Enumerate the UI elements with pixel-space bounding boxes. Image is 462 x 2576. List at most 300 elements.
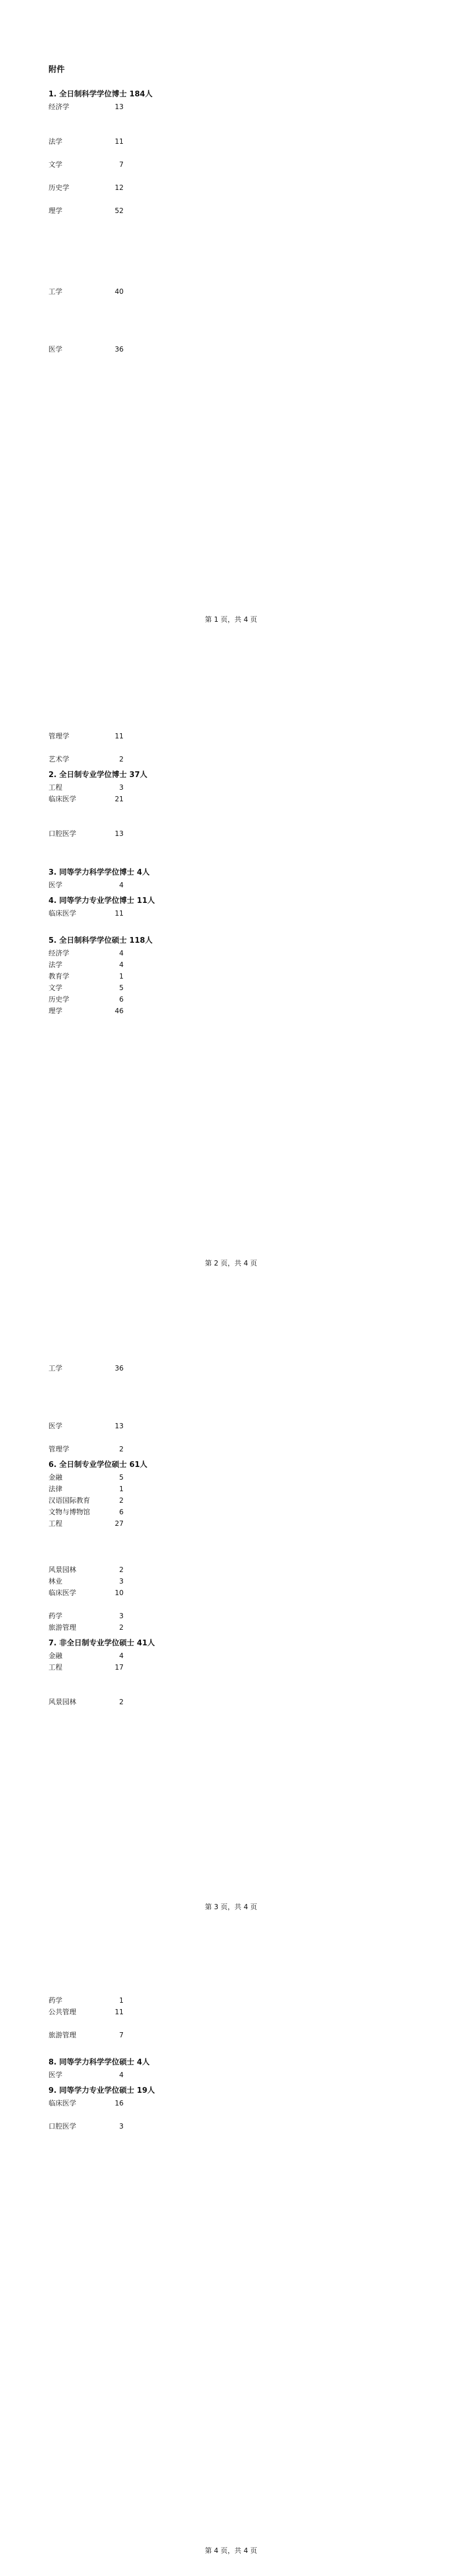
name-cell xyxy=(277,1610,314,1622)
name-cell xyxy=(133,1472,169,1483)
name-cell xyxy=(314,193,350,205)
name-cell xyxy=(314,947,350,959)
name-cell xyxy=(241,228,278,240)
name-cell xyxy=(133,805,169,816)
discipline-row xyxy=(49,1995,422,2006)
name-cell xyxy=(277,2041,314,2052)
name-cell xyxy=(205,851,241,863)
name-cell xyxy=(349,1696,386,1708)
name-cell xyxy=(133,1374,169,1386)
name-cell xyxy=(314,216,350,228)
name-cell xyxy=(241,297,278,309)
name-cell xyxy=(277,1443,314,1455)
name-cell xyxy=(169,344,206,355)
name-cell xyxy=(205,390,241,401)
name-cell xyxy=(277,1541,314,1552)
name-cell xyxy=(241,159,278,170)
name-cell xyxy=(169,879,206,891)
name-cell xyxy=(349,1351,386,1362)
name-cell xyxy=(205,2041,241,2052)
discipline-count: 5 xyxy=(119,984,124,992)
name-cell xyxy=(133,124,169,136)
name-cell xyxy=(205,193,241,205)
name-cell xyxy=(349,1576,386,1587)
name-cell xyxy=(241,1541,278,1552)
name-cell xyxy=(314,816,350,828)
name-cell xyxy=(241,805,278,816)
name-cell xyxy=(277,1662,314,1673)
name-cell xyxy=(314,390,350,401)
name-cell xyxy=(386,1409,422,1420)
name-cell xyxy=(133,851,169,863)
discipline-label: 口腔医学 xyxy=(49,830,77,838)
name-cell xyxy=(277,1472,314,1483)
name-cell xyxy=(169,1552,206,1564)
name-cell xyxy=(169,1443,206,1455)
discipline-row xyxy=(49,159,422,182)
name-cell xyxy=(277,707,314,719)
discipline-row xyxy=(49,959,422,970)
page-2 xyxy=(0,644,462,1287)
name-cell xyxy=(205,947,241,959)
name-cell xyxy=(169,1374,206,1386)
name-cell xyxy=(169,1351,206,1362)
name-cell xyxy=(169,839,206,851)
name-cell xyxy=(133,793,169,805)
discipline-row xyxy=(49,1362,422,1420)
name-cell xyxy=(205,240,241,251)
name-cell xyxy=(169,1397,206,1409)
name-cell xyxy=(241,124,278,136)
name-cell xyxy=(386,2097,422,2109)
discipline-row xyxy=(49,753,422,765)
name-cell xyxy=(133,782,169,793)
name-cell xyxy=(349,2018,386,2029)
name-cell xyxy=(386,2018,422,2029)
name-grid xyxy=(133,1351,422,1362)
name-cell xyxy=(314,1650,350,1662)
discipline-count: 4 xyxy=(119,881,124,889)
name-cell xyxy=(205,1541,241,1552)
name-cell xyxy=(386,263,422,274)
name-cell xyxy=(205,2029,241,2041)
discipline-count: 2 xyxy=(119,1698,124,1706)
name-cell xyxy=(349,320,386,332)
name-cell xyxy=(386,309,422,320)
name-cell xyxy=(241,2120,278,2132)
name-cell xyxy=(133,947,169,959)
name-cell xyxy=(349,1063,386,1074)
name-cell xyxy=(133,390,169,401)
discipline-row xyxy=(49,286,422,344)
name-cell xyxy=(169,947,206,959)
name-cell xyxy=(314,240,350,251)
name-cell xyxy=(349,851,386,863)
name-cell xyxy=(349,742,386,753)
name-cell xyxy=(277,805,314,816)
name-cell xyxy=(349,919,386,931)
name-cell xyxy=(169,851,206,863)
name-cell xyxy=(349,1028,386,1040)
discipline-label: 工学 xyxy=(49,1364,63,1372)
discipline-row xyxy=(49,136,422,159)
name-cell xyxy=(169,816,206,828)
name-cell xyxy=(277,205,314,216)
name-cell xyxy=(386,147,422,159)
name-cell xyxy=(349,707,386,719)
name-cell xyxy=(241,344,278,355)
name-cell xyxy=(386,970,422,982)
name-cell xyxy=(349,390,386,401)
name-cell xyxy=(349,182,386,193)
name-cell xyxy=(314,1696,350,1708)
name-cell xyxy=(277,1685,314,1696)
name-cell xyxy=(314,959,350,970)
name-cell xyxy=(314,707,350,719)
name-cell xyxy=(205,919,241,931)
discipline-row xyxy=(49,1576,422,1587)
name-cell xyxy=(349,2006,386,2018)
discipline-count: 4 xyxy=(119,1652,124,1660)
name-cell xyxy=(205,816,241,828)
name-cell xyxy=(386,367,422,378)
name-cell xyxy=(205,970,241,982)
name-cell xyxy=(133,879,169,891)
name-cell xyxy=(314,1005,350,1017)
name-cell xyxy=(133,1028,169,1040)
name-cell xyxy=(349,147,386,159)
name-cell xyxy=(133,228,169,240)
name-cell xyxy=(133,170,169,182)
name-grid xyxy=(133,753,422,765)
name-cell xyxy=(205,1564,241,1576)
name-cell xyxy=(386,1662,422,1673)
name-grid xyxy=(133,1362,422,1420)
name-cell xyxy=(349,730,386,742)
name-cell xyxy=(169,101,206,113)
name-cell xyxy=(169,1564,206,1576)
name-cell xyxy=(133,1495,169,1506)
name-cell xyxy=(205,1495,241,1506)
name-grid xyxy=(133,947,422,959)
name-cell xyxy=(314,1552,350,1564)
name-cell xyxy=(349,1995,386,2006)
name-cell xyxy=(349,216,386,228)
name-grid xyxy=(133,1495,422,1506)
name-cell xyxy=(241,2097,278,2109)
name-cell xyxy=(349,344,386,355)
name-cell xyxy=(386,1518,422,1529)
name-cell xyxy=(169,1409,206,1420)
discipline-count: 21 xyxy=(114,795,124,803)
name-cell xyxy=(169,1017,206,1028)
name-cell xyxy=(133,1587,169,1599)
name-cell xyxy=(386,719,422,730)
discipline-row xyxy=(49,879,422,891)
name-cell xyxy=(277,2006,314,2018)
name-cell xyxy=(386,1362,422,1374)
name-cell xyxy=(277,1552,314,1564)
name-cell xyxy=(133,367,169,378)
name-cell xyxy=(277,1564,314,1576)
name-cell xyxy=(386,919,422,931)
name-cell xyxy=(349,1443,386,1455)
name-cell xyxy=(241,1362,278,1374)
name-cell xyxy=(169,320,206,332)
name-cell xyxy=(133,136,169,147)
name-cell xyxy=(349,753,386,765)
name-cell xyxy=(314,782,350,793)
name-cell xyxy=(314,753,350,765)
name-cell xyxy=(314,274,350,286)
name-cell xyxy=(133,1576,169,1587)
name-cell xyxy=(386,805,422,816)
name-cell xyxy=(386,1351,422,1362)
name-cell xyxy=(277,851,314,863)
name-cell xyxy=(205,707,241,719)
name-cell xyxy=(241,1443,278,1455)
discipline-count: 46 xyxy=(114,1007,124,1015)
discipline-count: 3 xyxy=(119,783,124,792)
name-cell xyxy=(314,136,350,147)
name-cell xyxy=(314,170,350,182)
name-cell xyxy=(386,947,422,959)
name-cell xyxy=(277,719,314,730)
discipline-label: 医学 xyxy=(49,881,63,889)
name-grid xyxy=(133,159,422,182)
name-cell xyxy=(169,1432,206,1443)
name-cell xyxy=(241,994,278,1005)
name-cell xyxy=(314,919,350,931)
name-cell xyxy=(205,1017,241,1028)
name-cell xyxy=(205,730,241,742)
name-grid xyxy=(133,182,422,205)
name-cell xyxy=(133,1443,169,1455)
discipline-label: 历史学 xyxy=(49,184,70,192)
name-cell xyxy=(133,2069,169,2081)
name-cell xyxy=(169,707,206,719)
name-cell xyxy=(133,1518,169,1529)
name-cell xyxy=(133,2006,169,2018)
name-cell xyxy=(314,1495,350,1506)
name-cell xyxy=(205,1483,241,1495)
name-cell xyxy=(241,1610,278,1622)
name-cell xyxy=(169,1587,206,1599)
name-cell xyxy=(205,1432,241,1443)
name-cell xyxy=(349,378,386,390)
name-grid xyxy=(133,828,422,863)
name-cell xyxy=(314,1587,350,1599)
name-cell xyxy=(277,2029,314,2041)
name-cell xyxy=(169,1610,206,1622)
name-grid xyxy=(133,793,422,828)
name-cell xyxy=(169,205,206,216)
name-cell xyxy=(314,124,350,136)
name-cell xyxy=(133,742,169,753)
discipline-row xyxy=(49,1564,422,1576)
name-cell xyxy=(349,1017,386,1028)
name-cell xyxy=(386,1374,422,1386)
name-cell xyxy=(205,828,241,839)
name-cell xyxy=(133,753,169,765)
name-cell xyxy=(241,170,278,182)
name-cell xyxy=(205,1051,241,1063)
name-cell xyxy=(205,205,241,216)
name-cell xyxy=(349,1673,386,1685)
name-cell xyxy=(169,919,206,931)
discipline-row xyxy=(49,1472,422,1483)
name-cell xyxy=(205,309,241,320)
name-cell xyxy=(133,707,169,719)
name-cell xyxy=(205,2097,241,2109)
name-cell xyxy=(277,1622,314,1633)
discipline-row xyxy=(49,1495,422,1506)
name-cell xyxy=(169,719,206,730)
name-cell xyxy=(133,1386,169,1397)
name-cell xyxy=(386,879,422,891)
name-cell xyxy=(205,101,241,113)
name-cell xyxy=(169,805,206,816)
name-cell xyxy=(349,2097,386,2109)
name-cell xyxy=(386,828,422,839)
name-cell xyxy=(169,2109,206,2120)
discipline-row xyxy=(49,828,422,863)
name-cell xyxy=(349,205,386,216)
name-cell xyxy=(133,1995,169,2006)
name-cell xyxy=(314,1506,350,1518)
name-cell xyxy=(241,378,278,390)
name-cell xyxy=(386,1040,422,1051)
name-cell xyxy=(241,216,278,228)
name-cell xyxy=(349,1587,386,1599)
name-grid xyxy=(133,2120,422,2132)
name-cell xyxy=(241,1622,278,1633)
name-cell xyxy=(205,1409,241,1420)
name-cell xyxy=(205,1995,241,2006)
discipline-label: 工程 xyxy=(49,1663,63,1671)
section-heading: 4. 同等学力专业学位博士 11人 xyxy=(49,897,155,905)
name-cell xyxy=(314,228,350,240)
name-cell xyxy=(169,1005,206,1017)
name-cell xyxy=(205,839,241,851)
discipline-label: 临床医学 xyxy=(49,2099,77,2107)
name-cell xyxy=(205,805,241,816)
name-cell xyxy=(349,1622,386,1633)
discipline-label: 临床医学 xyxy=(49,1589,77,1597)
name-cell xyxy=(205,742,241,753)
discipline-label: 风景园林 xyxy=(49,1566,77,1574)
name-cell xyxy=(241,1397,278,1409)
name-cell xyxy=(277,959,314,970)
name-cell xyxy=(277,994,314,1005)
name-cell xyxy=(349,1432,386,1443)
name-cell xyxy=(241,2018,278,2029)
name-cell xyxy=(314,1518,350,1529)
name-cell xyxy=(169,2120,206,2132)
name-cell xyxy=(277,147,314,159)
name-cell xyxy=(133,994,169,1005)
name-cell xyxy=(205,170,241,182)
name-cell xyxy=(349,719,386,730)
name-cell xyxy=(277,344,314,355)
name-cell xyxy=(169,982,206,994)
discipline-row xyxy=(49,947,422,959)
name-cell xyxy=(241,101,278,113)
name-cell xyxy=(277,1374,314,1386)
discipline-row xyxy=(49,2029,422,2052)
discipline-row xyxy=(49,344,422,401)
name-cell xyxy=(386,1696,422,1708)
name-cell xyxy=(314,1599,350,1610)
discipline-count: 4 xyxy=(119,2071,124,2079)
discipline-row xyxy=(49,205,422,286)
name-cell xyxy=(241,707,278,719)
discipline-count: 13 xyxy=(114,830,124,838)
name-cell xyxy=(386,332,422,344)
name-cell xyxy=(205,1552,241,1564)
discipline-count: 3 xyxy=(119,1577,124,1585)
name-cell xyxy=(133,1685,169,1696)
name-grid xyxy=(133,707,422,730)
name-cell xyxy=(349,1040,386,1051)
name-cell xyxy=(277,320,314,332)
discipline-count: 12 xyxy=(114,184,124,192)
name-cell xyxy=(205,908,241,919)
discipline-row xyxy=(49,730,422,753)
discipline-count: 6 xyxy=(119,1508,124,1516)
name-cell xyxy=(133,1662,169,1673)
name-cell xyxy=(241,263,278,274)
name-cell xyxy=(277,170,314,182)
name-cell xyxy=(386,1028,422,1040)
name-cell xyxy=(241,1017,278,1028)
name-cell xyxy=(314,730,350,742)
name-grid xyxy=(133,879,422,891)
name-cell xyxy=(169,2097,206,2109)
name-cell xyxy=(169,367,206,378)
name-cell xyxy=(314,263,350,274)
name-grid xyxy=(133,1564,422,1576)
name-cell xyxy=(133,182,169,193)
discipline-label: 医学 xyxy=(49,345,63,353)
name-cell xyxy=(277,297,314,309)
name-cell xyxy=(133,205,169,216)
discipline-count: 52 xyxy=(114,207,124,215)
name-cell xyxy=(205,344,241,355)
name-cell xyxy=(133,1051,169,1063)
name-cell xyxy=(386,320,422,332)
name-cell xyxy=(386,182,422,193)
name-cell xyxy=(133,839,169,851)
discipline-row xyxy=(49,1420,422,1443)
discipline-label: 风景园林 xyxy=(49,1698,77,1706)
name-cell xyxy=(241,1552,278,1564)
name-cell xyxy=(133,970,169,982)
name-cell xyxy=(349,1362,386,1374)
section-heading: 6. 全日制专业学位硕士 61人 xyxy=(49,1461,148,1469)
name-cell xyxy=(205,1005,241,1017)
name-cell xyxy=(386,959,422,970)
name-cell xyxy=(349,193,386,205)
name-grid xyxy=(133,1622,422,1633)
name-cell xyxy=(314,205,350,216)
name-cell xyxy=(386,707,422,719)
name-cell xyxy=(241,355,278,367)
discipline-count: 2 xyxy=(119,1623,124,1632)
discipline-count: 17 xyxy=(114,1663,124,1671)
name-cell xyxy=(349,793,386,805)
name-cell xyxy=(314,1017,350,1028)
